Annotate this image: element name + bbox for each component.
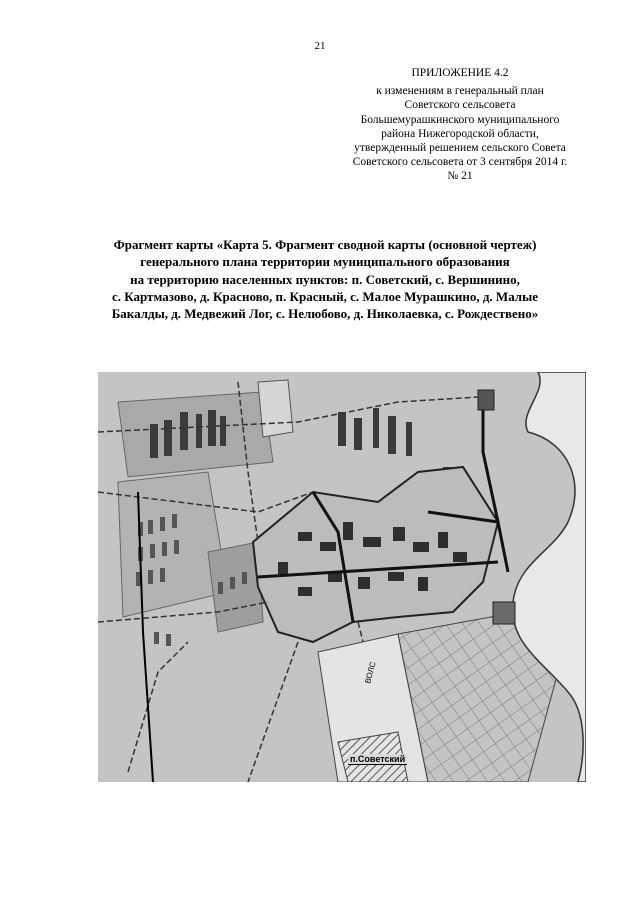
appendix-line: № 21 <box>447 170 473 183</box>
map-caption <box>70 236 580 322</box>
facility-block <box>478 390 494 410</box>
road-label: ВОЛС <box>363 660 378 685</box>
appendix-title: ПРИЛОЖЕНИЕ 4.2 <box>411 67 509 79</box>
caption-line: генерального плана территории муниципального образования <box>140 254 510 270</box>
field-area <box>118 472 228 617</box>
settlement-label: п.Советский <box>350 754 406 764</box>
caption-line: с. Картмазово, д. Красново, п. Красный, с. Малое Мурашкино, д. Малые <box>111 288 539 304</box>
page-number: 21 <box>314 40 326 52</box>
appendix-line: района Нижегородской области, <box>381 127 539 140</box>
appendix-line: Советского сельсовета от 3 сентября 2014 г. <box>352 156 568 169</box>
field-area <box>258 380 293 437</box>
map-drawing <box>98 372 586 782</box>
appendix-line: Большемурашкинского муниципального <box>360 113 560 126</box>
appendix-block <box>340 66 580 184</box>
field-area <box>118 392 273 477</box>
appendix-line: утвержденный решением сельского Совета <box>354 142 566 155</box>
appendix-line: Советского сельсовета <box>404 99 516 112</box>
caption-line: на территорию населенных пунктов: п. Советский, с. Вершинино, <box>130 271 520 287</box>
caption-line: Бакалды, д. Медвежий Лог, с. Нелюбово, д. Николаевка, с. Рождествено» <box>111 306 539 322</box>
caption-line: Фрагмент карты «Карта 5. Фрагмент сводной карты (основной чертеж) <box>113 237 537 252</box>
appendix-line: к изменениям в генеральный план <box>376 85 544 98</box>
facility-block <box>493 602 515 624</box>
map-fragment <box>98 372 586 782</box>
